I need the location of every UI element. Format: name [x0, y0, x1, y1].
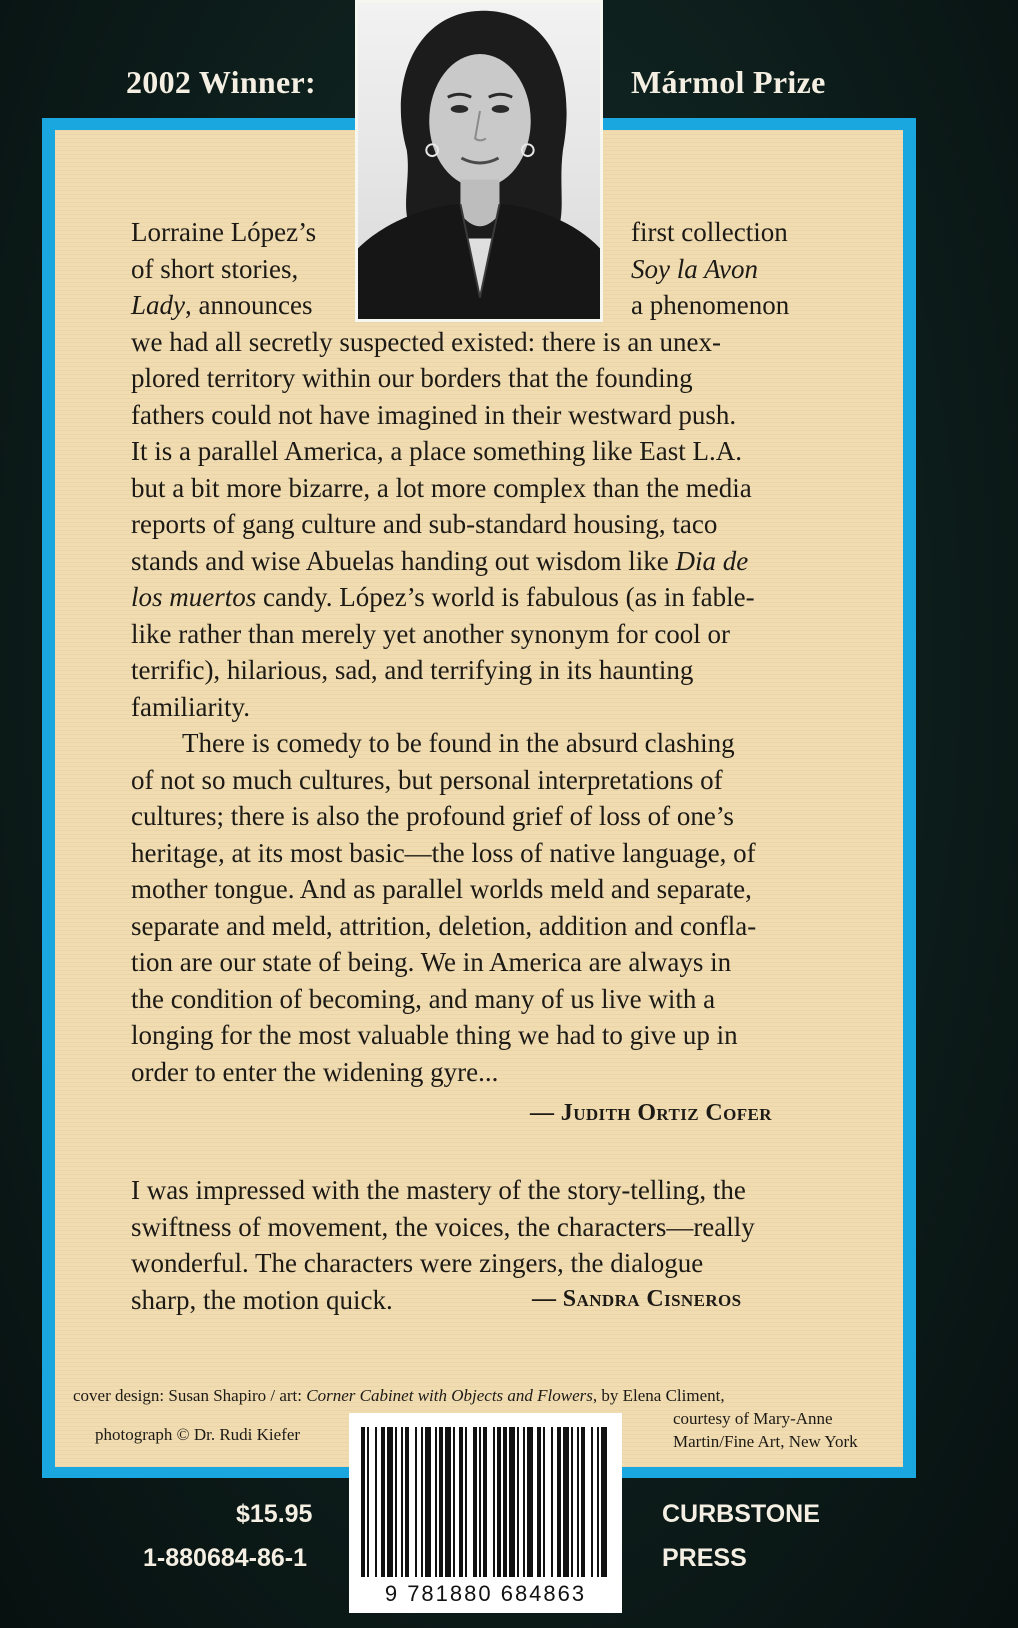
barcode-bar [581, 1427, 585, 1577]
barcode-bar [415, 1427, 417, 1577]
review-line [131, 360, 693, 397]
barcode-bar [445, 1427, 451, 1577]
barcode-bar [493, 1427, 495, 1577]
barcode-bar [543, 1427, 545, 1577]
review-line [131, 506, 717, 543]
review-line-text: of not so much cultures, but personal interpretations of [131, 764, 723, 795]
barcode-bar [405, 1427, 409, 1577]
barcode-bar [577, 1427, 579, 1577]
review-line-text: of short stories, [131, 253, 299, 284]
review-line [131, 287, 312, 324]
barcode-bar [523, 1427, 525, 1577]
review-line-text: terrific), hilarious, sad, and terrifying in its haunting [131, 655, 694, 685]
review-line [631, 287, 789, 324]
price-label: $15.95 [236, 1500, 313, 1528]
review-line-text: the condition of becoming, and many of us live with a [131, 983, 716, 1014]
publisher-name-line1: CURBSTONE [662, 1500, 820, 1528]
barcode-digits: 9 781880 684863 [384, 1581, 587, 1606]
review-line-text: longing for the most valuable thing we had to give up in [131, 1020, 738, 1050]
review-line-text: heritage, at its most basic—the loss of native language, of [131, 837, 756, 868]
publisher-name-line2: PRESS [662, 1544, 747, 1572]
review-line [131, 652, 693, 689]
review-line [131, 433, 742, 470]
review-line [131, 324, 721, 361]
review-line-text: It is a parallel America, a place something like East L.A. [131, 436, 743, 466]
review-line-text: There is comedy to be found in the absurd clashing [182, 728, 735, 758]
review-line [131, 1017, 738, 1054]
barcode-bar [537, 1427, 541, 1577]
barcode-bars [349, 1413, 622, 1583]
barcode-bar [381, 1427, 385, 1577]
barcode-bar [563, 1427, 569, 1577]
barcode-bar [375, 1427, 377, 1577]
review-line: sharp, the motion quick. [131, 1284, 393, 1315]
review-line-text: cultures; there is also the profound grief of loss of one’s [131, 801, 734, 831]
barcode-bar [473, 1427, 477, 1577]
review-line-text: los muertos [131, 582, 257, 612]
review-line: swiftness of movement, the voices, the characters—really [131, 1211, 755, 1242]
artist-credit: , by Elena Climent, [592, 1386, 725, 1405]
courtesy-credit-line1: courtesy of Mary-Anne [673, 1409, 833, 1428]
review-line-text: familiarity. [131, 691, 250, 722]
review-line-text: tion are our state of being. We in America are always in [131, 947, 732, 977]
review-line: wonderful. The characters were zingers, the dialogue [131, 1248, 704, 1278]
award-year-label: 2002 Winner: [126, 64, 316, 100]
review-line [131, 762, 723, 799]
barcode-bar [509, 1427, 515, 1577]
review-line-text: plored territory within our borders that the founding [131, 363, 693, 393]
review-line-text: Soy la Avon [631, 253, 758, 284]
review-line [131, 579, 755, 616]
review-line-text: stands and wise Abuelas handing out wisdom like [131, 545, 676, 576]
review-line [131, 689, 250, 726]
barcode-bar [497, 1427, 501, 1577]
barcode-bar [401, 1427, 403, 1577]
review-line-text: Lady [131, 290, 185, 320]
review-line-text: candy. López’s world is fabulous (as in fable- [256, 582, 755, 612]
author-portrait-photo [355, 0, 603, 322]
review-line [131, 616, 730, 653]
review-line-text: Dia de [675, 545, 749, 576]
barcode-bar [601, 1427, 607, 1577]
barcode-bar [517, 1427, 519, 1577]
review-line-text: , announces [185, 290, 313, 320]
barcode-bar [439, 1427, 443, 1577]
review-line-text: fathers could not have imagined in their westward push. [131, 399, 737, 430]
barcode-bar [425, 1427, 431, 1577]
barcode-bar [503, 1427, 507, 1577]
barcode-bar [465, 1427, 467, 1577]
review-line-text: a phenomenon [631, 290, 790, 320]
review-line [131, 470, 752, 507]
barcode-bar [421, 1427, 423, 1577]
barcode-bar [597, 1427, 599, 1577]
review-line-text: Lorraine López’s [131, 217, 317, 247]
review-line-text: we had all secretly suspected existed: there is an unex- [131, 326, 722, 357]
cover-design-credit: cover design: Susan Shapiro / art: [73, 1386, 307, 1405]
review-line-text: but a bit more bizarre, a lot more complex than the media [131, 472, 752, 503]
review-line [631, 214, 788, 251]
review-line-text: reports of gang culture and sub-standard housing, taco [131, 509, 718, 539]
barcode-bar [435, 1427, 437, 1577]
review-line [131, 944, 731, 981]
attribution-judith-ortiz-cofer: — Judith Ortiz Cofer [530, 1100, 772, 1126]
review-line [631, 251, 758, 288]
review-line [131, 835, 756, 872]
review-line [131, 981, 715, 1018]
review-line [131, 908, 756, 945]
review-line-text: mother tongue. And as parallel worlds meld and separate, [131, 874, 752, 904]
photo-credit: photograph © Dr. Rudi Kiefer [95, 1425, 301, 1444]
courtesy-credit-line2: Martin/Fine Art, New York [673, 1432, 858, 1451]
cover-credits-line [73, 1386, 725, 1406]
barcode-bar [459, 1427, 463, 1577]
barcode-bar [453, 1427, 455, 1577]
review-line [131, 214, 316, 251]
barcode-bar [591, 1427, 593, 1577]
review-line [131, 798, 734, 835]
award-name-label: Mármol Prize [631, 64, 826, 100]
review-line [131, 1054, 498, 1091]
review-line [131, 397, 736, 434]
review-line-text: order to enter the widening gyre... [131, 1056, 499, 1087]
barcode-bar [483, 1427, 487, 1577]
isbn-label: 1-880684-86-1 [143, 1544, 308, 1572]
attribution-sandra-cisneros: — Sandra Cisneros [532, 1286, 742, 1312]
review-line: I was impressed with the mastery of the story-telling, the [131, 1175, 746, 1205]
barcode-bar [557, 1427, 561, 1577]
barcode-bar [551, 1427, 553, 1577]
barcode-bar [571, 1427, 573, 1577]
barcode-bar [361, 1427, 365, 1577]
review-line [182, 725, 735, 762]
review-line-text: separate and meld, attrition, deletion, addition and confla- [131, 910, 757, 941]
review-line [131, 543, 748, 580]
review-line [131, 251, 298, 288]
barcode-bar [387, 1427, 393, 1577]
artwork-title: Corner Cabinet with Objects and Flowers [306, 1386, 593, 1405]
isbn-barcode [349, 1413, 622, 1613]
review-line-text: first collection [631, 217, 788, 247]
barcode-bar [367, 1427, 369, 1577]
barcode-bar [479, 1427, 481, 1577]
barcode-bar [527, 1427, 533, 1577]
review-line [131, 871, 752, 908]
review-line-text: like rather than merely yet another synonym for cool or [131, 618, 731, 649]
barcode-bar [395, 1427, 397, 1577]
